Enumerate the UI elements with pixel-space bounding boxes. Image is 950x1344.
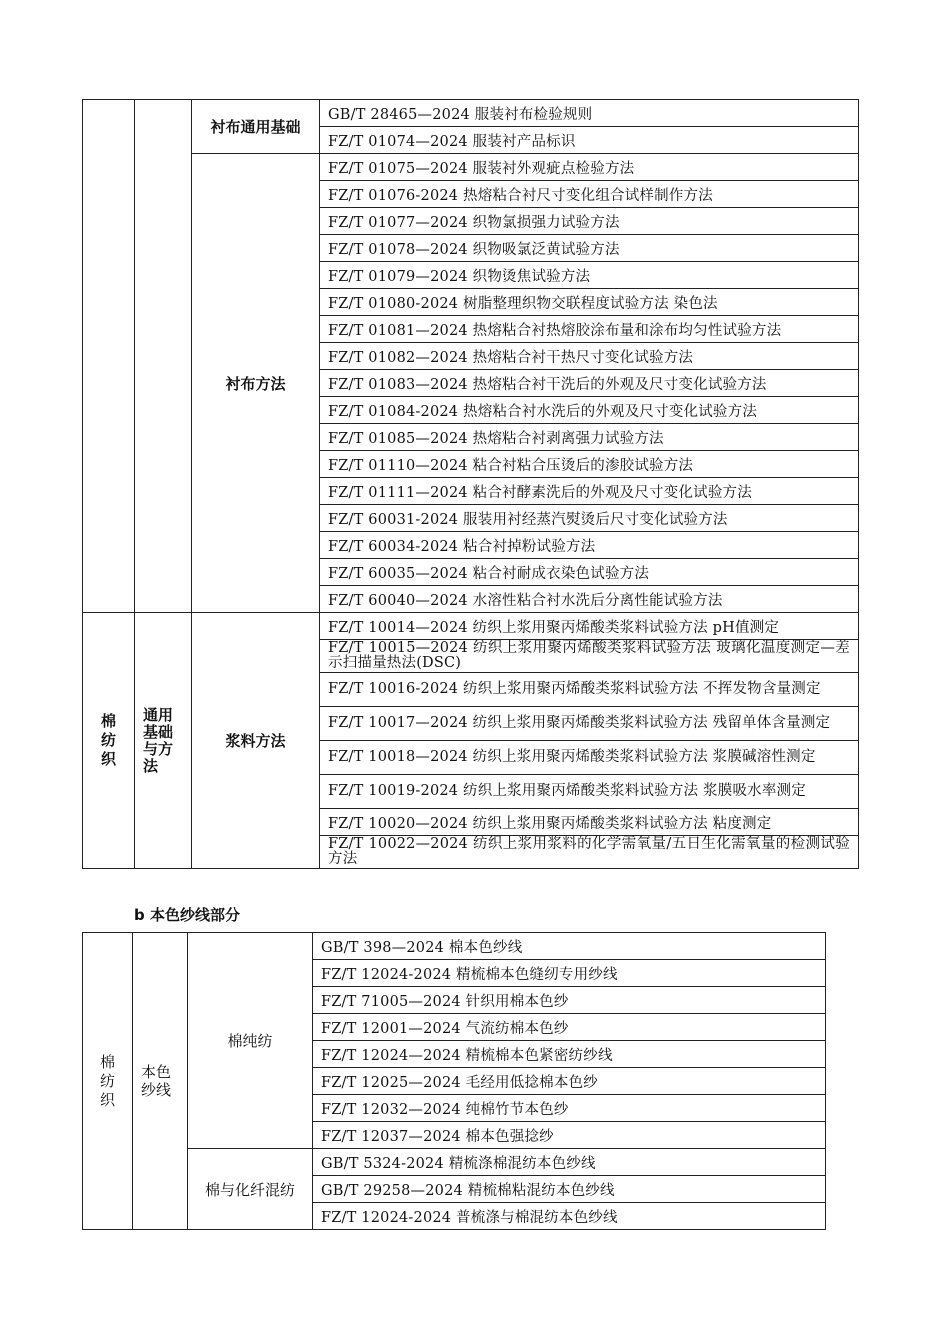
group-interlining-general: 衬布通用基础 [192, 100, 320, 154]
category-grey-yarn [133, 933, 188, 1230]
standard-item: FZ/T 01079—2024 织物烫焦试验方法 [320, 262, 859, 289]
category-label: 棉纺织 [100, 712, 116, 768]
standard-item: FZ/T 60034-2024 粘合衬掉粉试验方法 [320, 532, 859, 559]
standard-item: FZ/T 01076-2024 热熔粘合衬尺寸变化组合试样制作方法 [320, 181, 859, 208]
group-interlining-methods: 衬布方法 [192, 154, 320, 613]
standard-item: GB/T 28465—2024 服装衬布检验规则 [320, 100, 859, 127]
standard-item: FZ/T 01082—2024 热熔粘合衬干热尺寸变化试验方法 [320, 343, 859, 370]
standard-item: FZ/T 12024—2024 精梳棉本色紧密纺纱线 [313, 1041, 826, 1068]
standard-item: FZ/T 12037—2024 棉本色强捻纱 [313, 1122, 826, 1149]
standard-item: FZ/T 60031-2024 服装用衬经蒸汽熨烫后尺寸变化试验方法 [320, 505, 859, 532]
standard-item: GB/T 29258—2024 精梳棉粘混纺本色纱线 [313, 1176, 826, 1203]
standard-item: FZ/T 01084-2024 热熔粘合衬水洗后的外观及尺寸变化试验方法 [320, 397, 859, 424]
standard-item: FZ/T 60040—2024 水溶性粘合衬水洗后分离性能试验方法 [320, 586, 859, 613]
standards-table-general [82, 99, 859, 869]
cat2-empty-cell [135, 100, 192, 613]
standard-item: FZ/T 71005—2024 针织用棉本色纱 [313, 987, 826, 1014]
standard-item: FZ/T 01075—2024 服装衬外观疵点检验方法 [320, 154, 859, 181]
section-title: b 本色纱线部分 [134, 906, 240, 924]
standard-item: FZ/T 10020—2024 纺织上浆用聚丙烯酸类浆料试验方法 粘度测定 [320, 809, 859, 836]
category-general-methods [135, 613, 192, 869]
standard-item: FZ/T 10018—2024 纺织上浆用聚丙烯酸类浆料试验方法 浆膜碱溶性测定 [320, 741, 859, 775]
category-cotton-textile [83, 933, 133, 1230]
category-cotton-textile [83, 613, 135, 869]
standard-item: FZ/T 12025—2024 毛经用低捻棉本色纱 [313, 1068, 826, 1095]
standard-item: FZ/T 10017—2024 纺织上浆用聚丙烯酸类浆料试验方法 残留单体含量测定 [320, 707, 859, 741]
standard-item: FZ/T 60035—2024 粘合衬耐成衣染色试验方法 [320, 559, 859, 586]
standard-item: FZ/T 01077—2024 织物氯损强力试验方法 [320, 208, 859, 235]
standard-item: FZ/T 01085—2024 热熔粘合衬剥离强力试验方法 [320, 424, 859, 451]
standard-item: FZ/T 01081—2024 热熔粘合衬热熔胶涂布量和涂布均匀性试验方法 [320, 316, 859, 343]
standard-item: FZ/T 01111—2024 粘合衬酵素洗后的外观及尺寸变化试验方法 [320, 478, 859, 505]
standard-item: FZ/T 10016-2024 纺织上浆用聚丙烯酸类浆料试验方法 不挥发物含量测定 [320, 673, 859, 707]
standard-item: FZ/T 12032—2024 纯棉竹节本色纱 [313, 1095, 826, 1122]
standard-item: FZ/T 12024-2024 普梳涤与棉混纺本色纱线 [313, 1203, 826, 1230]
group-sizing-methods: 浆料方法 [192, 613, 320, 869]
group-cotton-synthetic-blend: 棉与化纤混纺 [188, 1149, 313, 1230]
standard-item: FZ/T 10015—2024 纺织上浆用聚丙烯酸类浆料试验方法 玻璃化温度测定—差示扫描量热法(DSC) [320, 640, 859, 673]
standard-item: FZ/T 12024-2024 精梳棉本色缝纫专用纱线 [313, 960, 826, 987]
cat1-empty-cell [83, 100, 135, 613]
category-label: 本色纱线 [141, 1063, 172, 1099]
standard-item: FZ/T 01110—2024 粘合衬粘合压烫后的渗胶试验方法 [320, 451, 859, 478]
standard-item: FZ/T 10019-2024 纺织上浆用聚丙烯酸类浆料试验方法 浆膜吸水率测定 [320, 775, 859, 809]
standards-table-grey-yarn [82, 932, 826, 1230]
standard-item: FZ/T 01074—2024 服装衬产品标识 [320, 127, 859, 154]
standard-item: GB/T 398—2024 棉本色纱线 [313, 933, 826, 960]
standard-item: FZ/T 01078—2024 织物吸氯泛黄试验方法 [320, 235, 859, 262]
standard-item: GB/T 5324-2024 精梳涤棉混纺本色纱线 [313, 1149, 826, 1176]
group-pure-cotton: 棉纯纺 [188, 933, 313, 1149]
category-label: 通用基础与方法 [143, 705, 174, 775]
standard-item: FZ/T 12001—2024 气流纺棉本色纱 [313, 1014, 826, 1041]
standard-item: FZ/T 01083—2024 热熔粘合衬干洗后的外观及尺寸变化试验方法 [320, 370, 859, 397]
category-label: 棉纺织 [99, 1052, 115, 1109]
standard-item: FZ/T 10014—2024 纺织上浆用聚丙烯酸类浆料试验方法 pH值测定 [320, 613, 859, 640]
standard-item: FZ/T 01080-2024 树脂整理织物交联程度试验方法 染色法 [320, 289, 859, 316]
standard-item: FZ/T 10022—2024 纺织上浆用浆料的化学需氧量/五日生化需氧量的检测试验方法 [320, 836, 859, 869]
